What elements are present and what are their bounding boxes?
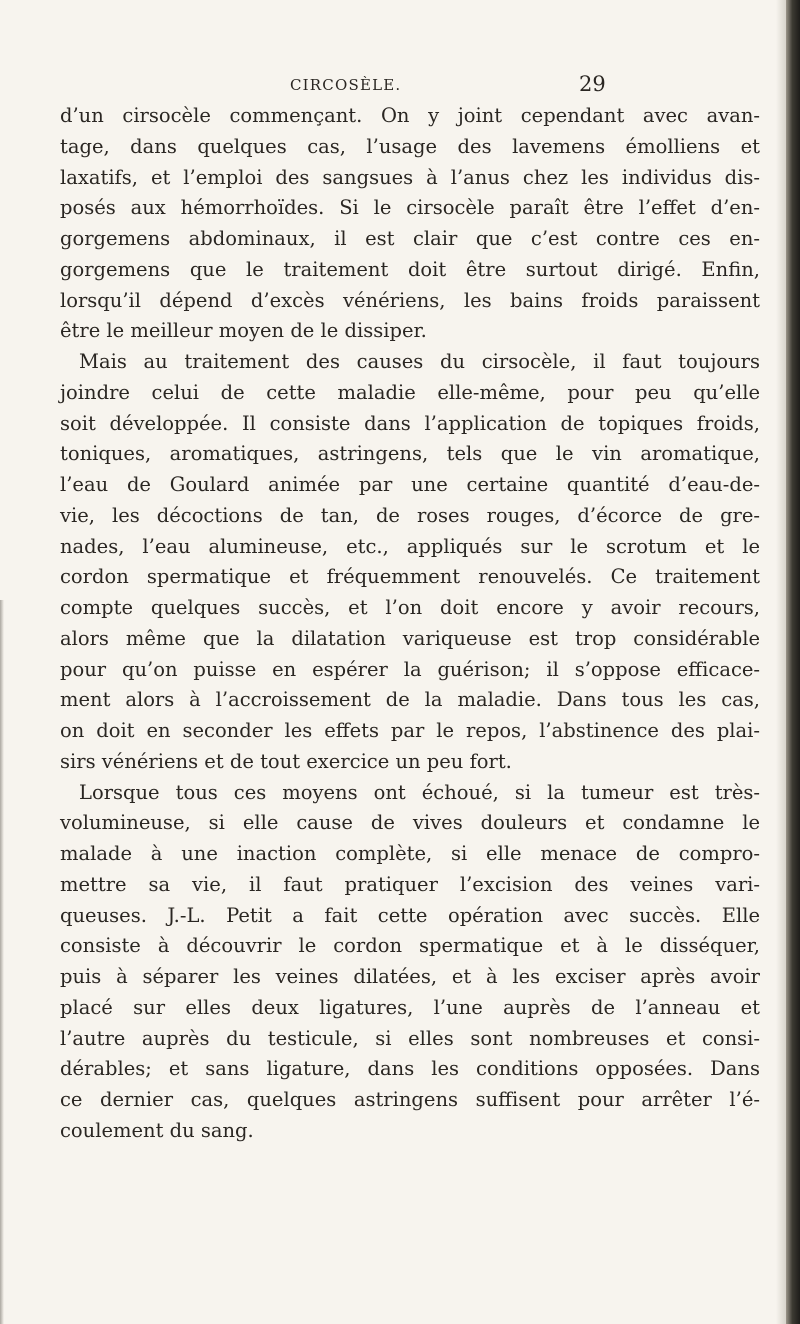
text-line: ment alors à l’accroissement de la maladie. Dans tous les cas, xyxy=(60,688,760,712)
text-line: alors même que la dilatation variqueuse est trop considérable xyxy=(60,626,760,650)
text-line: placé sur elles deux ligatures, l’une auprès de l’anneau et xyxy=(60,995,760,1019)
running-title: CIRCOSÈLE. xyxy=(290,76,402,94)
text-line: ce dernier cas, quelques astringens suffisent pour arrêter l’é- xyxy=(60,1088,760,1111)
text-line: tage, dans quelques cas, l’usage des lavemens émolliens et xyxy=(60,134,760,158)
text-line: compte quelques succès, et l’on doit encore y avoir recours, xyxy=(60,596,760,619)
text-line: d’un cirsocèle commençant. On y joint cependant avec avan- xyxy=(60,104,760,127)
text-line: laxatifs, et l’emploi des sangsues à l’anus chez les individus dis- xyxy=(60,165,760,189)
page-edge xyxy=(786,0,800,1324)
text-line: vie, les décoctions de tan, de roses rouges, d’écorce de gre- xyxy=(60,503,760,527)
page-left-shadow xyxy=(0,600,4,1324)
text-line: consiste à découvrir le cordon spermatique et à le disséquer, xyxy=(60,934,760,958)
page-gutter-shadow xyxy=(776,0,786,1324)
text-line: toniques, aromatiques, astringens, tels que le vin aromatique, xyxy=(60,442,760,466)
text-line: joindre celui de cette maladie elle-même, pour peu qu’elle xyxy=(60,380,760,404)
text-line: malade à une inaction complète, si elle menace de compro- xyxy=(60,842,760,865)
paragraph-start: Lorsque tous ces moyens ont échoué, si la tumeur est très- xyxy=(79,780,760,804)
text-line: puis à séparer les veines dilatées, et à les exciser après avoir xyxy=(60,965,760,988)
text-line: lorsqu’il dépend d’excès vénériens, les bains froids paraissent xyxy=(60,288,760,312)
text-line: cordon spermatique et fréquemment renouvelés. Ce traitement xyxy=(60,565,760,589)
text-line: mettre sa vie, il faut pratiquer l’excision des veines vari- xyxy=(60,872,760,896)
text-line: l’autre auprès du testicule, si elles sont nombreuses et consi- xyxy=(60,1026,760,1050)
text-line: queuses. J.-L. Petit a fait cette opération avec succès. Elle xyxy=(60,903,760,927)
running-head xyxy=(0,72,800,100)
body-text xyxy=(60,101,760,1147)
text-line: dérables; et sans ligature, dans les conditions opposées. Dans xyxy=(60,1057,760,1081)
text-line: on doit en seconder les effets par le repos, l’abstinence des plai- xyxy=(60,719,760,742)
text-line: posés aux hémorrhoïdes. Si le cirsocèle paraît être l’effet d’en- xyxy=(60,196,760,220)
text-line: nades, l’eau alumineuse, etc., appliqués sur le scrotum et le xyxy=(60,534,760,558)
page-number: 29 xyxy=(579,72,606,96)
text-line: gorgemens abdominaux, il est clair que c’est contre ces en- xyxy=(60,227,760,250)
text-line: l’eau de Goulard animée par une certaine quantité d’eau-de- xyxy=(60,473,760,496)
text-line: coulement du sang. xyxy=(60,1118,254,1142)
text-line: volumineuse, si elle cause de vives douleurs et condamne le xyxy=(60,811,760,835)
text-line: gorgemens que le traitement doit être surtout dirigé. Enfin, xyxy=(60,257,760,281)
paragraph-start: Mais au traitement des causes du cirsocèle, il faut toujours xyxy=(79,350,760,373)
text-line: pour qu’on puisse en espérer la guérison; il s’oppose efficace- xyxy=(60,657,760,681)
text-line: sirs vénériens et de tout exercice un peu fort. xyxy=(60,749,512,773)
text-line: être le meilleur moyen de le dissiper. xyxy=(60,319,427,343)
text-line: soit développée. Il consiste dans l’application de topiques froids, xyxy=(60,411,760,435)
